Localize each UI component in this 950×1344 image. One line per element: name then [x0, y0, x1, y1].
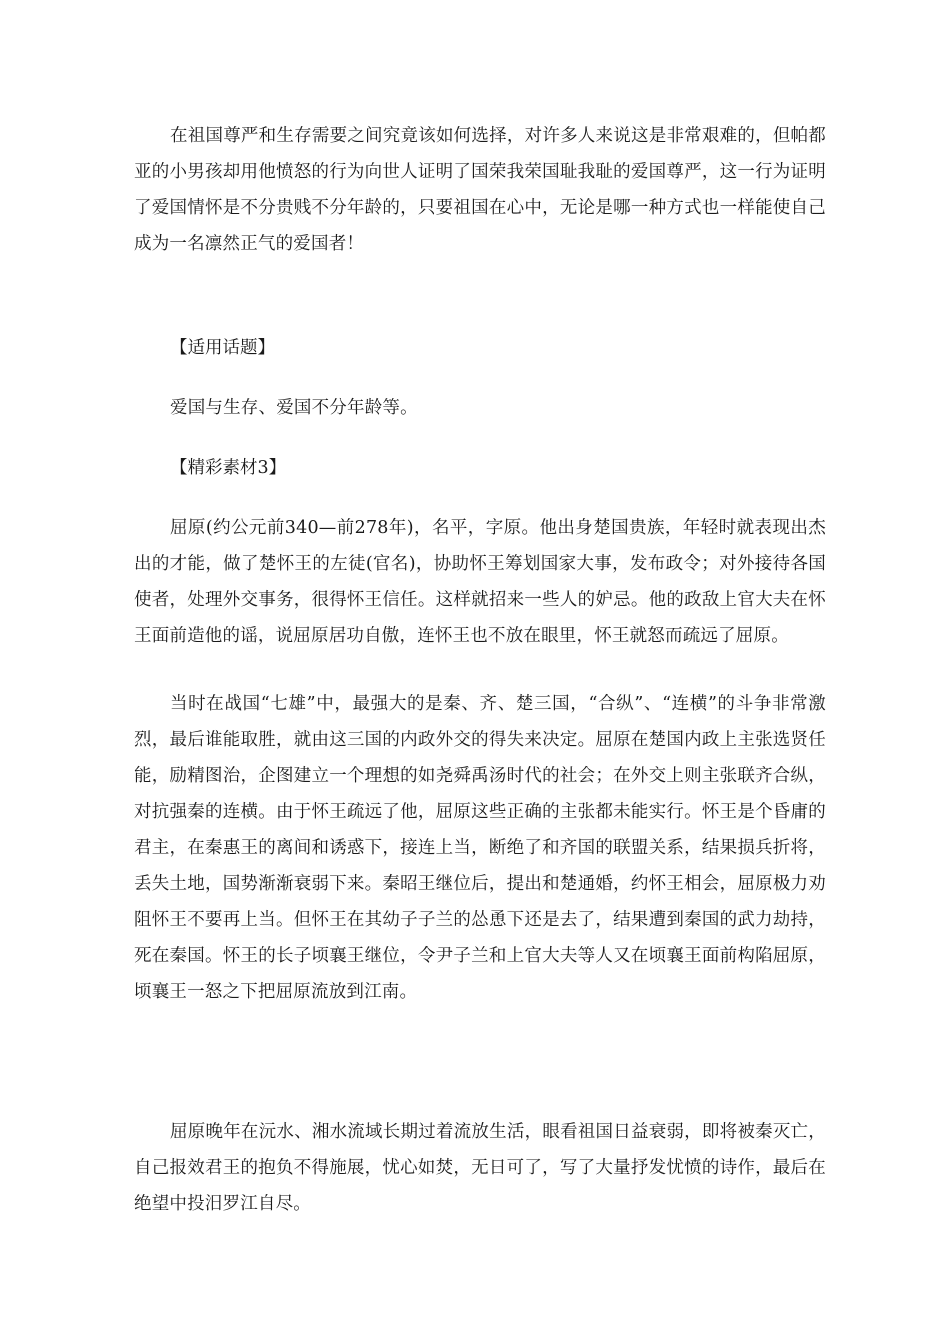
heading-material-3: 【精彩素材3】	[170, 458, 287, 478]
paragraph-qu-yuan-intro: 屈原(约公元前340—前278年)，名平，字原。他出身楚国贵族，年轻时就表现出杰出的才能，做了楚怀王的左徒(官名)，协助怀王筹划国家大事，发布政令；对外接待各国使者，处理外交事务，很得怀王信任。这样就招来一些人的妒忌。他的政敌上官大夫在怀王面前造他的谣，说屈原居功自傲，连怀王也不放在眼里，怀王就怒而疏远了屈原。	[134, 518, 826, 646]
paragraph-topics: 爱国与生存、爱国不分年龄等。	[170, 398, 418, 418]
paragraph-warring-states: 当时在战国“七雄”中，最强大的是秦、齐、楚三国，“合纵”、“连横”的斗争非常激烈，最后谁能取胜，就由这三国的内政外交的得失来决定。屈原在楚国内政上主张选贤任能，励精图治，企图建立一个理想的如尧舜禹汤时代的社会；在外交上则主张联齐合纵，对抗强秦的连横。由于怀王疏远了他，屈原这些正确的主张都未能实行。怀王是个昏庸的君主，在秦惠王的离间和诱惑下，接连上当，断绝了和齐国的联盟关系，结果损兵折将，丢失土地，国势渐渐衰弱下来。秦昭王继位后，提出和楚通婚，约怀王相会，屈原极力劝阻怀王不要再上当。但怀王在其幼子子兰的怂恿下还是去了，结果遭到秦国的武力劫持，死在秦国。怀王的长子顷襄王继位，令尹子兰和上官大夫等人又在顷襄王面前构陷屈原，顷襄王一怒之下把屈原流放到江南。	[134, 694, 826, 1002]
paragraph-patriotism-choice: 在祖国尊严和生存需要之间究竟该如何选择，对许多人来说这是非常艰难的，但帕都亚的小男孩却用他愤怒的行为向世人证明了国荣我荣国耻我耻的爱国尊严，这一行为证明了爱国情怀是不分贵贱不分年龄的，只要祖国在心中，无论是哪一种方式也一样能使自己成为一名凛然正气的爱国者！	[134, 126, 826, 254]
paragraph-qu-yuan-exile: 屈原晚年在沅水、湘水流域长期过着流放生活，眼看祖国日益衰弱，即将被秦灭亡，自己报效君王的抱负不得施展，忧心如焚，无日可了，写了大量抒发忧愤的诗作，最后在绝望中投汨罗江自尽。	[134, 1122, 826, 1214]
heading-applicable-topics: 【适用话题】	[170, 338, 275, 358]
